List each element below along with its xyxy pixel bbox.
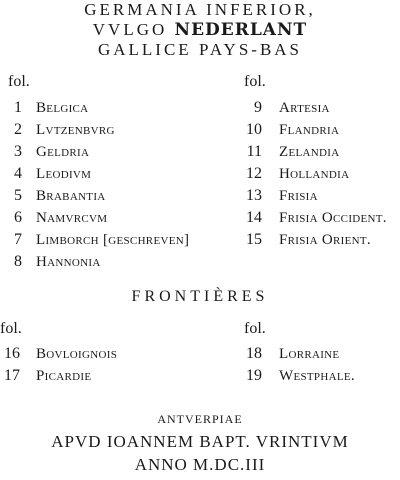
frontieres-heading: FRONTIÈRES — [131, 288, 269, 305]
province-num: 14 — [246, 209, 262, 226]
frontiere-num: 17 — [4, 367, 20, 384]
province-name: Frisia — [279, 188, 318, 204]
province-name: Flandria — [279, 122, 340, 138]
imprint-year: ANNO M.DC.III — [134, 455, 266, 474]
province-name: Leodivm — [36, 166, 92, 182]
province-name: Frisia Occident. — [279, 210, 387, 226]
province-num: 10 — [246, 121, 262, 138]
frontieres-fol-label-left: fol. — [0, 320, 22, 337]
province-name: Zelandia — [279, 144, 340, 160]
frontiere-name: Picardie — [36, 368, 92, 384]
title-line-3: GALLICE PAYS-BAS — [97, 40, 303, 59]
province-num: 12 — [246, 165, 262, 182]
province-name: Lvtzenbvrg — [36, 122, 115, 138]
title-line-2-prefix: VVLGO — [92, 20, 175, 39]
imprint-printer: APVD IOANNEM BAPT. VRINTIVM — [51, 432, 349, 451]
province-name: Hannonia — [36, 254, 101, 270]
province-num: 15 — [246, 231, 262, 248]
province-name: Artesia — [279, 100, 330, 116]
province-num: 1 — [14, 99, 22, 116]
province-num: 6 — [14, 209, 22, 226]
province-name: Hollandia — [279, 166, 350, 182]
frontiere-num: 18 — [246, 345, 262, 362]
province-num: 8 — [14, 253, 22, 270]
province-name: Frisia Orient. — [279, 232, 371, 248]
province-num: 9 — [254, 99, 262, 116]
province-num: 3 — [14, 143, 22, 160]
frontieres-fol-label-right: fol. — [244, 320, 266, 337]
title-line-2 — [0, 20, 400, 40]
province-num: 4 — [14, 165, 22, 182]
imprint-city: ANTVERPIAE — [157, 412, 243, 426]
province-name: Limborch [geschreven] — [36, 232, 190, 248]
provinces-fol-label-left: fol. — [8, 73, 30, 90]
province-name: Brabantia — [36, 188, 106, 204]
frontiere-name: Westphale. — [279, 368, 355, 384]
frontiere-num: 16 — [4, 345, 20, 362]
province-name: Belgica — [36, 100, 89, 116]
province-num: 7 — [14, 231, 22, 248]
provinces-fol-label-right: fol. — [244, 73, 266, 90]
province-num: 5 — [14, 187, 22, 204]
province-name: Namvrcvm — [36, 210, 108, 226]
frontiere-num: 19 — [246, 367, 262, 384]
title-line-2-blackletter: NEDERLANT — [174, 20, 308, 40]
title-line-1: GERMANIA INFERIOR, — [84, 0, 316, 19]
province-name: Geldria — [36, 144, 90, 160]
frontiere-name: Bovloignois — [36, 346, 118, 362]
province-num: 13 — [246, 187, 262, 204]
province-num: 2 — [14, 121, 22, 138]
province-num: 11 — [246, 143, 262, 160]
frontiere-name: Lorraine — [279, 346, 340, 362]
